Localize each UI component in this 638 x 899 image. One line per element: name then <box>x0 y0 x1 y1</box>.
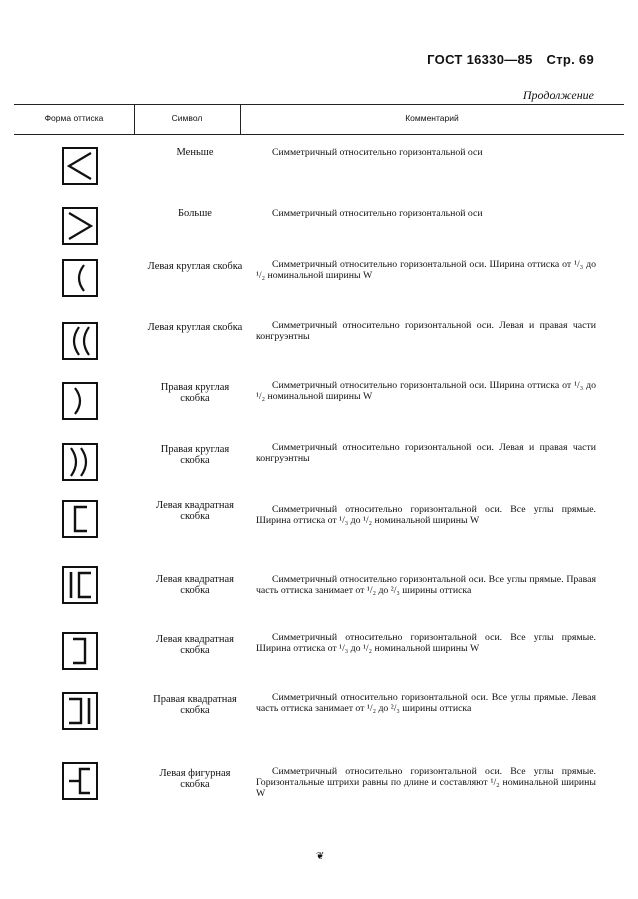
symbol-name: Меньше <box>176 147 214 158</box>
column-header-comment: Комментарий <box>405 113 459 123</box>
symbol-name: Больше <box>178 208 212 219</box>
left-square-bracket-icon <box>62 500 98 538</box>
left-round-bracket-icon <box>62 259 98 297</box>
table-top-rule <box>14 104 624 105</box>
symbol-name: Правая круглая скобка <box>160 382 230 404</box>
symbol-name: Правая круглая скобка <box>160 444 230 466</box>
continued-label: Продолжение <box>522 88 594 102</box>
table-header-rule <box>14 134 624 135</box>
comment-text: Симметричный относительно горизонтальной оси <box>272 147 483 158</box>
right-square-bracket-bar-icon <box>62 692 98 730</box>
double-right-round-bracket-icon <box>62 443 98 481</box>
standard-number: ГОСТ 16330—85 <box>427 52 533 67</box>
right-square-bracket-icon <box>62 632 98 670</box>
symbol-name: Левая квадратная скобка <box>156 574 234 596</box>
comment-text: Симметричный относительно горизонтальной оси. Левая и правая части конгруэнтны <box>256 442 596 464</box>
symbol-name: Левая квадратная скобка <box>156 500 234 522</box>
comment-text: Симметричный относительно горизонтальной оси. Все углы прямые. Ширина оттиска от ¹/₃ до ¹/₂ номинальной ширины W <box>256 632 596 654</box>
symbol-name: Левая квадратная скобка <box>156 634 234 656</box>
page-ornament: ❦ <box>316 851 325 862</box>
bar-left-square-bracket-icon <box>62 566 98 604</box>
comment-text: Симметричный относительно горизонтальной оси. Левая и правая части конгруэнтны <box>256 320 596 342</box>
page-header <box>427 52 594 67</box>
comment-text: Симметричный относительно горизонтальной оси. Все углы прямые. Ширина оттиска от ¹/₃ до ¹/₂ номинальной ширины W <box>256 504 596 526</box>
column-header-form: Форма оттиска <box>44 113 104 123</box>
comment-text: Симметричный относительно горизонтальной оси. Все углы прямые. Горизонтальные штрихи равны по длине и составляют ¹/₂ номинальной ширины W <box>256 766 596 799</box>
less-than-icon <box>62 147 98 185</box>
right-round-bracket-icon <box>62 382 98 420</box>
symbol-name: Левая круглая скобка <box>147 261 243 272</box>
comment-text: Симметричный относительно горизонтальной оси. Все углы прямые. Левая часть оттиска занимает от ¹/₂ до ²/₃ ширины оттиска <box>256 692 596 714</box>
comment-text: Симметричный относительно горизонтальной оси <box>272 208 483 219</box>
symbol-name: Левая фигурная скобка <box>159 768 231 790</box>
comment-text: Симметричный относительно горизонтальной оси. Все углы прямые. Правая часть оттиска занимает от ¹/₂ до ²/₃ ширины оттиска <box>256 574 596 596</box>
greater-than-icon <box>62 207 98 245</box>
double-left-round-bracket-icon <box>62 322 98 360</box>
left-figure-bracket-icon <box>62 762 98 800</box>
comment-text: Симметричный относительно горизонтальной оси. Ширина оттиска от ¹/₃ до ¹/₂ номинальной ширины W <box>256 380 596 402</box>
column-header-symbol: Символ <box>171 113 203 123</box>
symbol-name: Правая квадратная скобка <box>153 694 237 716</box>
symbol-name: Левая круглая скобка <box>147 322 243 333</box>
page-number: Стр. 69 <box>546 52 594 67</box>
comment-text: Симметричный относительно горизонтальной оси. Ширина оттиска от ¹/₃ до ¹/₂ номинальной ширины W <box>256 259 596 281</box>
